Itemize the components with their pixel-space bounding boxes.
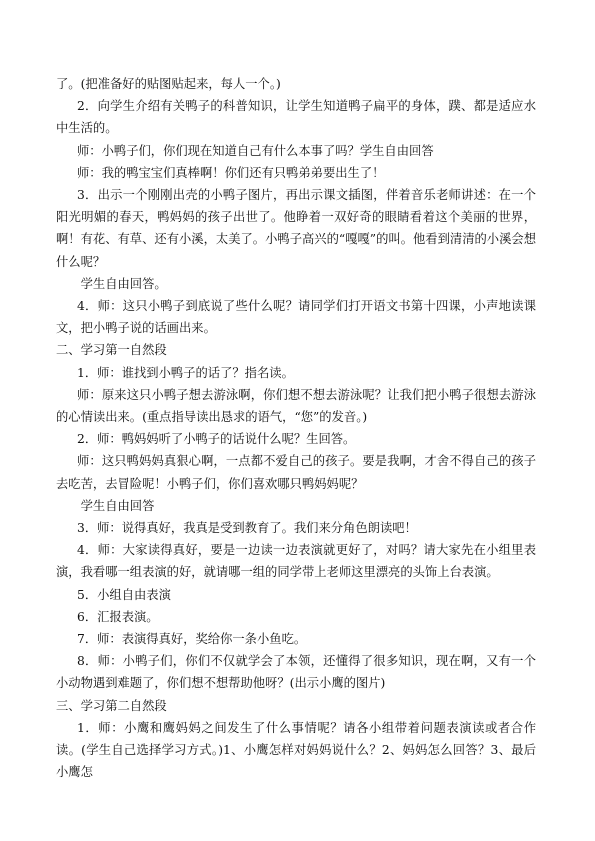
- text-paragraph: 学生自由回答。: [80, 276, 167, 291]
- text-paragraph: 2．向学生介绍有关鸭子的科普知识，让学生知道鸭子扁平的身体，蹼、都是适应水中生活的。: [56, 99, 536, 136]
- text-paragraph: 4．师：这只小鸭子到底说了些什么呢？请同学们打开语文书第十四课，小声地读课文，把小鸭子说的话画出来。: [56, 299, 536, 336]
- text-paragraph: 师：这只鸭妈妈真狠心啊，一点都不爱自己的孩子。要是我啊，才舍不得自己的孩子去吃苦，去冒险呢！小鸭子们，你们喜欢哪只鸭妈妈呢？: [56, 454, 536, 491]
- text-paragraph: 7．师：表演得真好，奖给你一条小鱼吃。: [77, 632, 307, 647]
- text-paragraph: 学生自由回答: [80, 498, 155, 513]
- text-paragraph: 2．师：鸭妈妈听了小鸭子的话说什么呢？生回答。: [77, 432, 356, 447]
- section-heading: 三、学习第二自然段: [56, 698, 167, 713]
- text-paragraph: 1．师：小鹰和鹰妈妈之间发生了什么事情呢？请各小组带着问题表演读或者合作读。(学生自己选择学习方式。)1、小鹰怎样对妈妈说什么？2、妈妈怎么回答？3、最后小鹰怎: [56, 720, 536, 780]
- text-paragraph: 了。(把准备好的贴图贴起来，每人一个。): [56, 77, 281, 91]
- text-paragraph: 师：原来这只小鸭子想去游泳啊，你们想不想去游泳呢？让我们把小鸭子很想去游泳的心情读出来。(重点指导读出恳求的语气，“您”的发音。): [56, 387, 536, 425]
- text-paragraph: 4．师：大家读得真好，要是一边读一边表演就更好了，对吗？请大家先在小组里表演，我看哪一组表演的好，就请哪一组的同学带上老师这里漂亮的头饰上台表演。: [56, 543, 536, 580]
- text-paragraph: 3．师：说得真好，我真是受到教育了。我们来分角色朗读吧！: [77, 521, 417, 536]
- document-page: [56, 73, 536, 784]
- text-paragraph: 6．汇报表演。: [77, 609, 159, 624]
- text-paragraph: 1．师：谁找到小鸭子的话了？指名读。: [77, 365, 294, 380]
- text-paragraph: 8．师：小鸭子们，你们不仅就学会了本领，还懂得了很多知识，现在啊，又有一个小动物遇到难题了，你们想不想帮助他呀？(出示小鹰的图片): [56, 654, 536, 691]
- text-paragraph: 师：我的鸭宝宝们真棒啊！你们还有只鸭弟弟要出生了！: [77, 165, 385, 180]
- text-paragraph: 师：小鸭子们，你们现在知道自己有什么本事了吗？学生自由回答: [77, 143, 434, 158]
- text-paragraph: 5．小组自由表演: [77, 587, 171, 602]
- text-paragraph: 3．出示一个刚刚出壳的小鸭子图片，再出示课文插图，伴着音乐老师讲述：在一个阳光明媚的春天，鸭妈妈的孩子出世了。他睁着一双好奇的眼睛看着这个美丽的世界，啊！有花、有草、还有小溪，太美了。小鸭子高兴的“嘎嘎”的叫。他看到清清的小溪会想什么呢？: [56, 188, 536, 269]
- section-heading: 二、学习第一自然段: [56, 343, 167, 358]
